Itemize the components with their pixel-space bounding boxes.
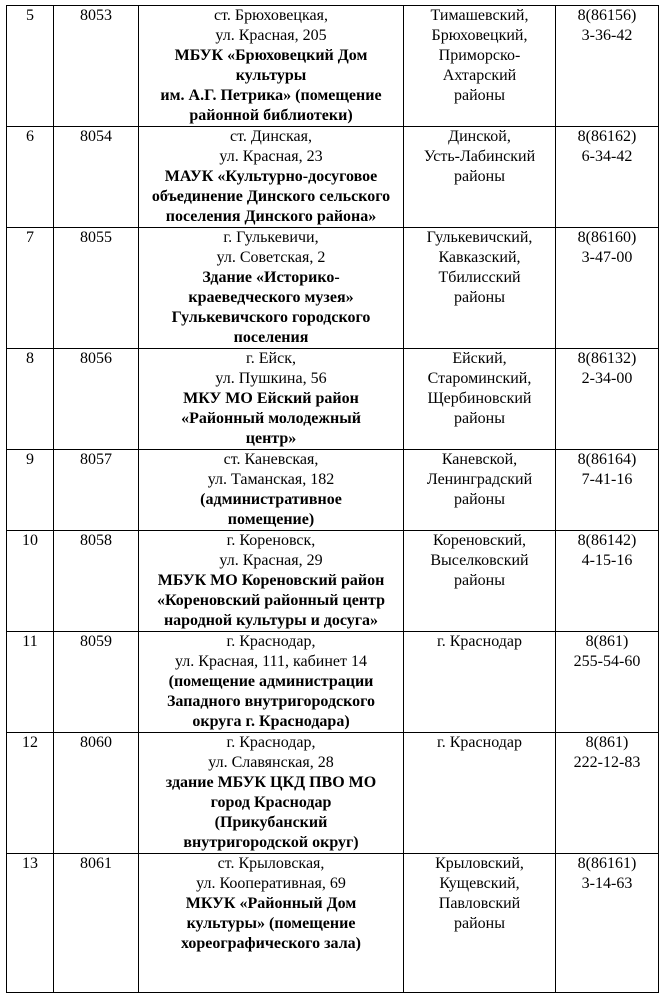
station-code-cell	[54, 854, 139, 993]
address-line: ст. Динская,	[229, 128, 313, 145]
venue-line: город Краснодар	[210, 794, 332, 811]
address-cell	[139, 733, 404, 854]
station-code: 8058	[80, 532, 112, 549]
row-number-cell	[7, 450, 54, 531]
address-cell	[139, 450, 404, 531]
district-line: Выселковский	[430, 552, 529, 569]
venue-line: культуры	[235, 67, 307, 84]
venue-line: районной библиотеки)	[189, 107, 353, 124]
table-row	[7, 6, 659, 127]
address-cell	[139, 349, 404, 450]
district-line: Динской,	[448, 128, 511, 145]
address-line: ул. Красная, 23	[219, 148, 323, 165]
address-cell	[139, 127, 404, 228]
district-line: Щербиновский	[427, 390, 532, 407]
venue-line: центр»	[245, 430, 297, 447]
row-number-cell	[7, 854, 54, 993]
venue-line: Здание «Историко-	[202, 269, 340, 286]
address-cell	[139, 632, 404, 733]
venue-line: Западного внутригородского	[166, 693, 376, 710]
district-line: Ахтарский	[442, 67, 517, 84]
phone-cell	[556, 127, 659, 228]
station-code: 8061	[80, 855, 112, 872]
phone-line: 8(861)	[585, 734, 629, 751]
row-number: 10	[22, 532, 38, 549]
row-number: 13	[22, 855, 38, 872]
phone-cell	[556, 228, 659, 349]
districts-cell	[404, 450, 556, 531]
district-line: Ленинградский	[426, 471, 533, 488]
districts-cell	[404, 228, 556, 349]
address-line: ст. Каневская,	[223, 451, 319, 468]
row-number: 12	[22, 734, 38, 751]
venue-line: Гулькевичского городского	[171, 309, 371, 326]
venue-line: краеведческого музея»	[188, 289, 354, 306]
district-line: Кущевский,	[439, 875, 520, 892]
district-line: Тбилисский	[438, 269, 521, 286]
phone-line: 8(86142)	[577, 532, 637, 549]
row-number: 7	[26, 229, 34, 246]
table-row	[7, 127, 659, 228]
row-number: 8	[26, 350, 34, 367]
polling-stations-table	[6, 5, 659, 993]
address-line: г. Краснодар,	[226, 633, 316, 650]
phone-line: 8(861)	[585, 633, 629, 650]
venue-line: (помещение администрации	[168, 673, 374, 690]
address-line: ул. Пушкина, 56	[215, 370, 327, 387]
phone-line: 255-54-60	[573, 653, 641, 670]
venue-line: хореографического зала)	[180, 935, 361, 952]
station-code: 8060	[80, 734, 112, 751]
district-line: районы	[454, 87, 505, 104]
address-line: ул. Красная, 29	[219, 552, 323, 569]
address-line: ул. Славянская, 28	[208, 754, 334, 771]
table-row	[7, 349, 659, 450]
station-code: 8056	[80, 350, 112, 367]
table-body	[7, 6, 659, 993]
district-line: районы	[454, 572, 505, 589]
venue-line: народной культуры и досуга»	[163, 612, 379, 629]
venue-line: здание МБУК ЦКД ПВО МО	[165, 774, 377, 791]
phone-cell	[556, 733, 659, 854]
address-line: ул. Таманская, 182	[207, 471, 335, 488]
address-line: ст. Крыловская,	[217, 855, 325, 872]
station-code: 8057	[80, 451, 112, 468]
address-line: ул. Красная, 111, кабинет 14	[175, 653, 367, 670]
row-number-cell	[7, 228, 54, 349]
venue-line: МКУК «Районный Дом	[185, 895, 357, 912]
station-code-cell	[54, 228, 139, 349]
venue-line: (Прикубанский	[214, 814, 328, 831]
station-code: 8053	[80, 7, 112, 24]
district-line: Приморско-	[438, 47, 521, 64]
phone-line: 3-36-42	[581, 27, 633, 44]
address-cell	[139, 228, 404, 349]
venue-line: МБУК МО Кореновский район	[157, 572, 385, 589]
venue-line: поселения Динского района»	[165, 208, 377, 225]
district-line: Крыловский,	[435, 855, 524, 872]
districts-cell	[404, 632, 556, 733]
district-line: Гулькевичский,	[426, 229, 533, 246]
district-line: Усть-Лабинский	[423, 148, 536, 165]
phone-cell	[556, 854, 659, 993]
venue-line: МКУ МО Ейский район	[183, 390, 359, 407]
table-row	[7, 531, 659, 632]
phone-cell	[556, 349, 659, 450]
venue-line: «Кореновский районный центр	[157, 592, 385, 609]
district-line: г. Краснодар	[437, 633, 522, 650]
phone-line: 2-34-00	[581, 370, 633, 387]
table-row	[7, 854, 659, 993]
address-line: ул. Красная, 205	[215, 27, 327, 44]
address-cell	[139, 531, 404, 632]
phone-cell	[556, 450, 659, 531]
row-number: 6	[26, 128, 34, 145]
venue-line: МАУК «Культурно-досуговое	[164, 168, 378, 185]
phone-cell	[556, 531, 659, 632]
district-line: Староминский,	[427, 370, 532, 387]
venue-line: им. А.Г. Петрика» (помещение	[160, 87, 382, 104]
venue-line: МБУК «Брюховецкий Дом	[174, 47, 368, 64]
district-line: Каневской,	[441, 451, 518, 468]
district-line: Ейский,	[452, 350, 507, 367]
phone-line: 6-34-42	[581, 148, 633, 165]
address-line: г. Краснодар,	[226, 734, 316, 751]
district-line: Кореновский,	[433, 532, 526, 549]
station-code: 8054	[80, 128, 112, 145]
district-line: Тимашевский,	[430, 7, 529, 24]
phone-cell	[556, 632, 659, 733]
address-cell	[139, 854, 404, 993]
row-number-cell	[7, 6, 54, 127]
district-line: районы	[454, 491, 505, 508]
phone-line: 4-15-16	[581, 552, 633, 569]
venue-line: внутригородской округ)	[183, 834, 359, 851]
venue-line: помещение)	[227, 511, 315, 528]
station-code-cell	[54, 450, 139, 531]
venue-line: поселения	[233, 329, 309, 346]
station-code: 8055	[80, 229, 112, 246]
districts-cell	[404, 127, 556, 228]
address-line: ст. Брюховецкая,	[214, 7, 328, 24]
district-line: районы	[454, 168, 505, 185]
station-code: 8059	[80, 633, 112, 650]
phone-line: 8(86164)	[577, 451, 637, 468]
districts-cell	[404, 854, 556, 993]
phone-line: 3-47-00	[581, 249, 633, 266]
district-line: районы	[454, 410, 505, 427]
table-row	[7, 733, 659, 854]
address-line: г. Ейск,	[246, 350, 296, 367]
venue-line: (административное	[200, 491, 342, 508]
phone-line: 8(86156)	[577, 7, 637, 24]
phone-line: 3-14-63	[581, 875, 633, 892]
station-code-cell	[54, 733, 139, 854]
row-number-cell	[7, 733, 54, 854]
row-number-cell	[7, 632, 54, 733]
district-line: Кавказский,	[438, 249, 521, 266]
row-number-cell	[7, 531, 54, 632]
phone-line: 7-41-16	[581, 471, 633, 488]
phone-line: 8(86161)	[577, 855, 637, 872]
district-line: Павловский	[438, 895, 521, 912]
districts-cell	[404, 531, 556, 632]
table-row	[7, 228, 659, 349]
districts-cell	[404, 6, 556, 127]
district-line: Брюховецкий,	[431, 27, 528, 44]
row-number-cell	[7, 349, 54, 450]
phone-line: 8(86160)	[577, 229, 637, 246]
row-number: 9	[26, 451, 34, 468]
address-line: ул. Советская, 2	[216, 249, 326, 266]
phone-cell	[556, 6, 659, 127]
districts-cell	[404, 349, 556, 450]
address-line: ул. Кооперативная, 69	[196, 875, 346, 892]
station-code-cell	[54, 6, 139, 127]
address-line: г. Гулькевичи,	[223, 229, 319, 246]
station-code-cell	[54, 531, 139, 632]
district-line: районы	[454, 915, 505, 932]
station-code-cell	[54, 632, 139, 733]
venue-line: объединение Динского сельского	[151, 188, 391, 205]
row-number: 5	[26, 7, 34, 24]
districts-cell	[404, 733, 556, 854]
station-code-cell	[54, 349, 139, 450]
address-line: г. Кореновск,	[226, 532, 316, 549]
venue-line: культуры» (помещение	[186, 915, 356, 932]
table-row	[7, 632, 659, 733]
phone-line: 222-12-83	[573, 754, 641, 771]
phone-line: 8(86132)	[577, 350, 637, 367]
district-line: районы	[454, 289, 505, 306]
phone-line: 8(86162)	[577, 128, 637, 145]
row-number: 11	[22, 633, 38, 650]
venue-line: «Районный молодежный	[181, 410, 361, 427]
address-cell	[139, 6, 404, 127]
table-row	[7, 450, 659, 531]
district-line: г. Краснодар	[437, 734, 522, 751]
venue-line: округа г. Краснодара)	[192, 713, 350, 730]
station-code-cell	[54, 127, 139, 228]
row-number-cell	[7, 127, 54, 228]
